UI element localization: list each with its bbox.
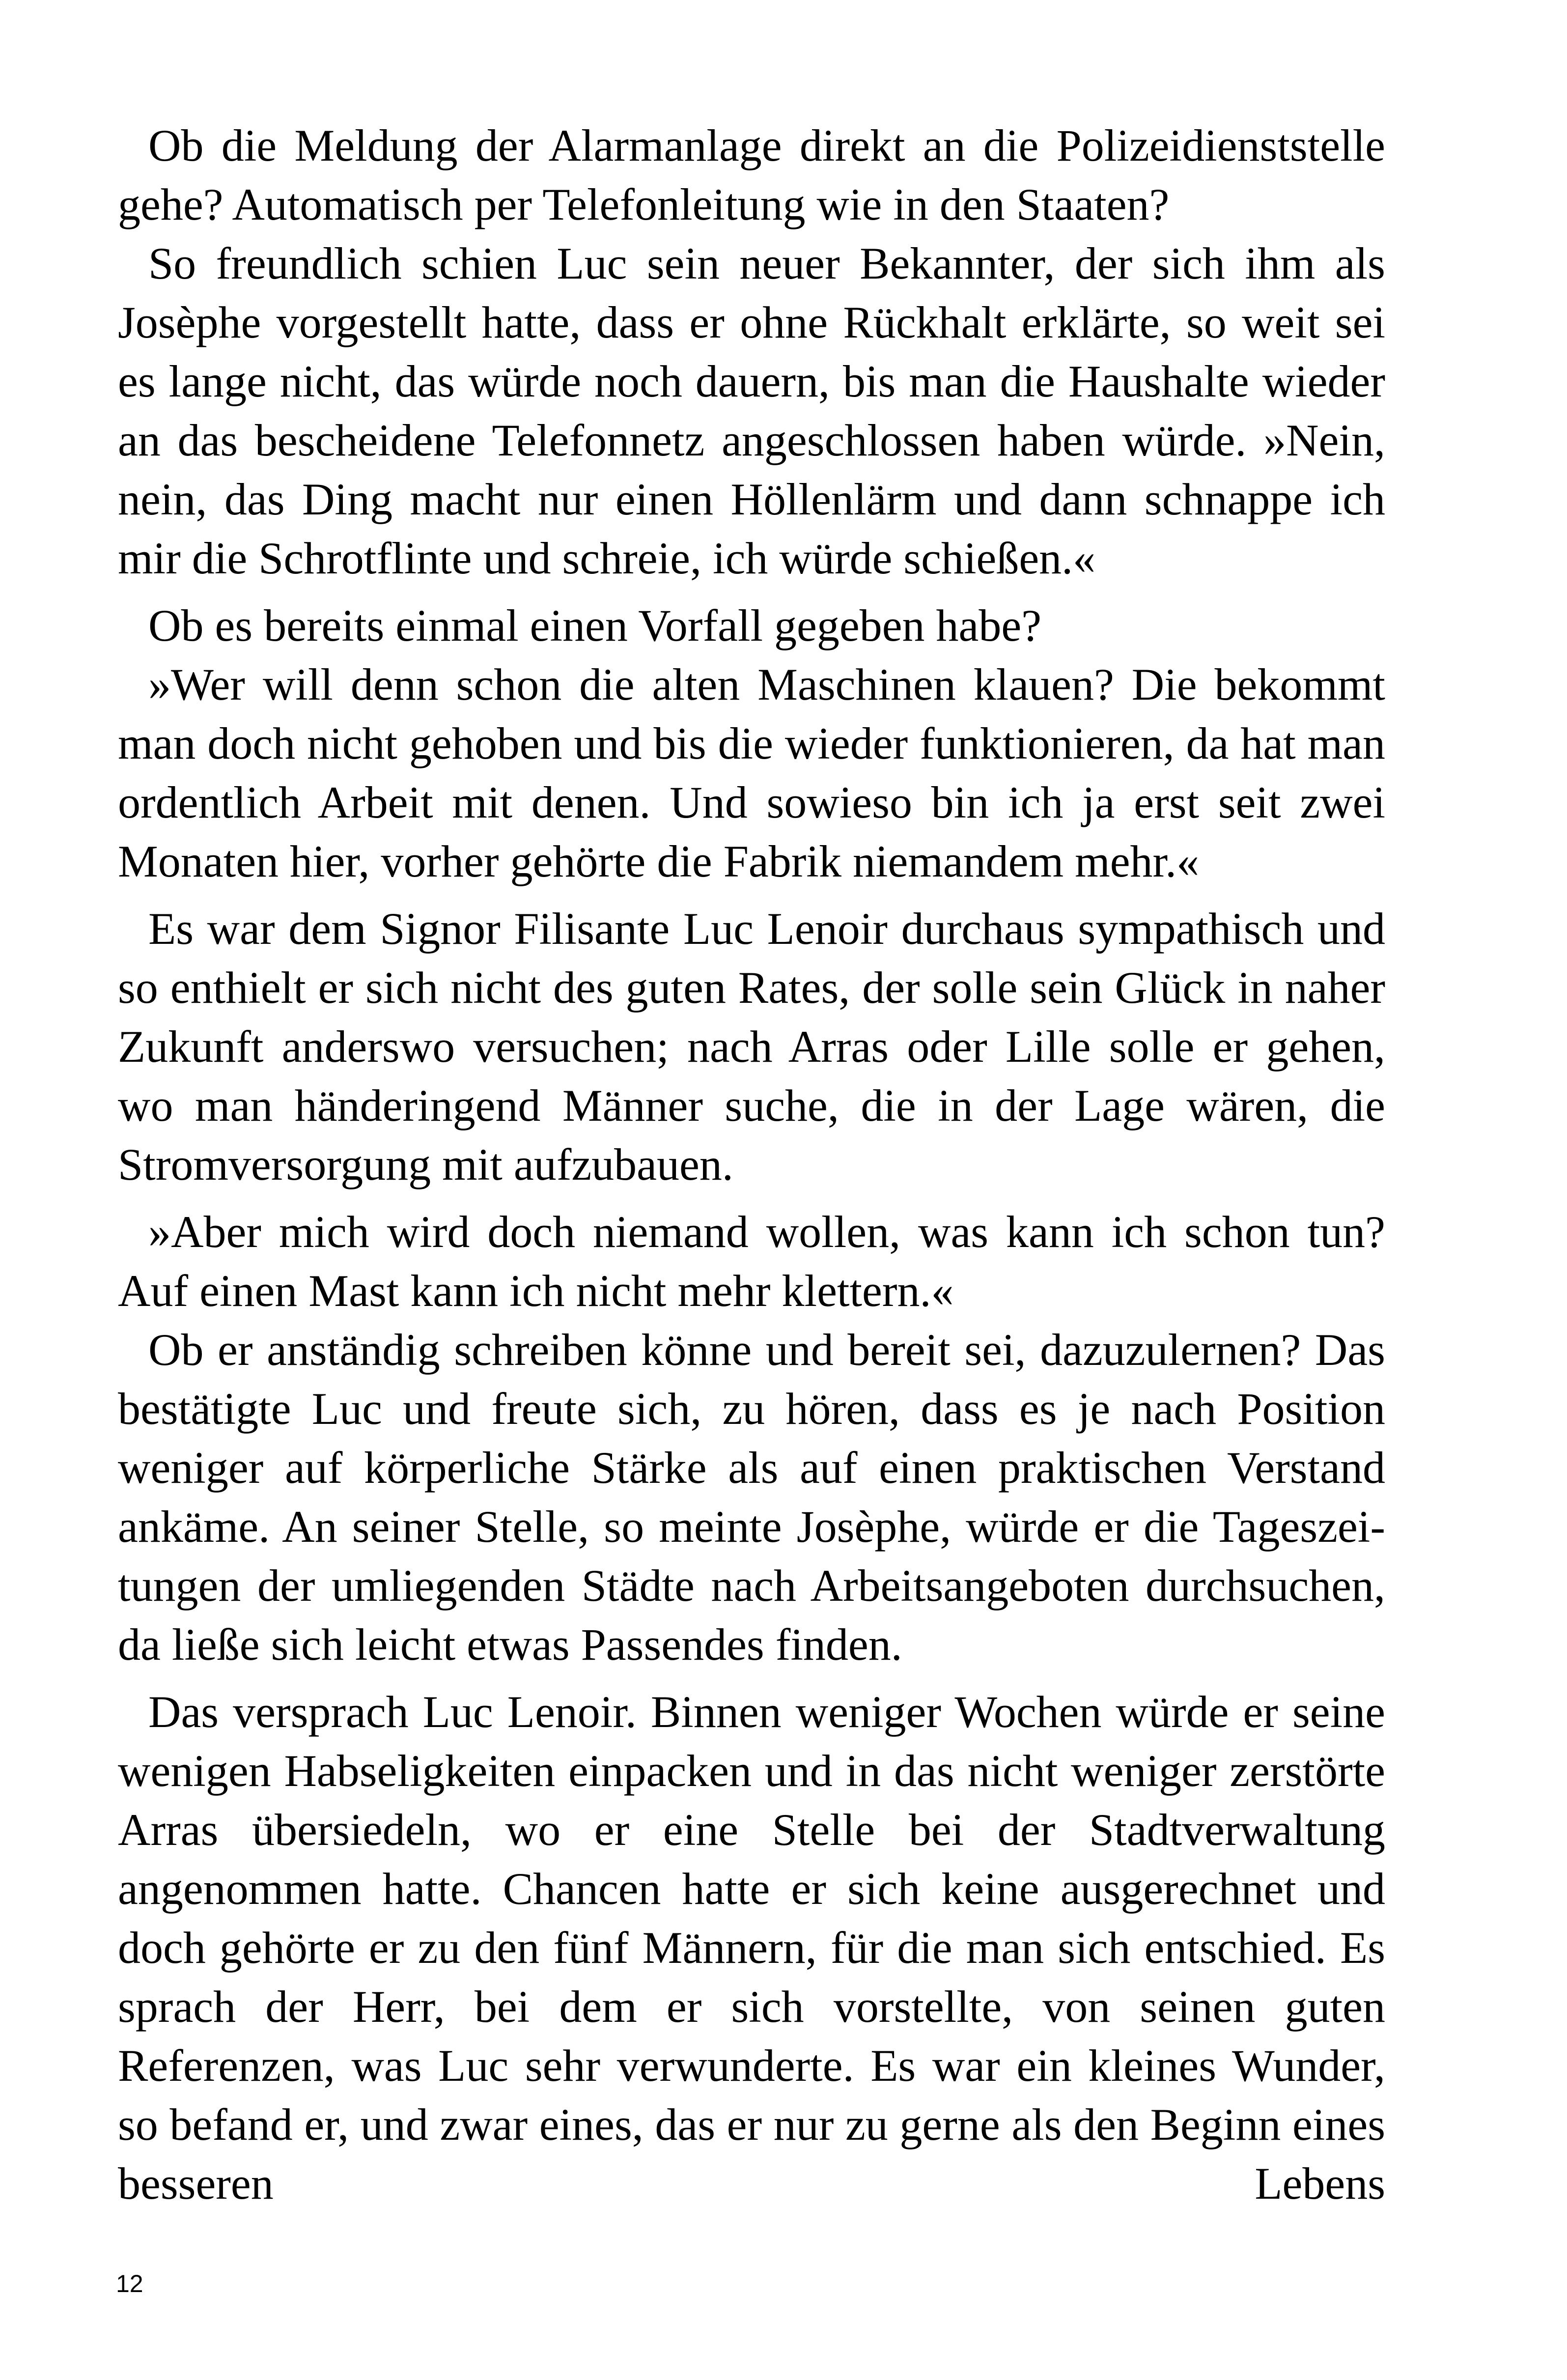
- paragraph: So freundlich schien Luc sein neuer Bekannter, der sich ihm als Josèphe vorgestellt hatte, dass er ohne Rückhalt erklärte, so weit sei es lange nicht, das würde noch dauern, bis man die Haushalte wieder an das bescheidene Telefonnetz angeschlossen haben würde. »Nein, nein, das Ding macht nur einen Höllenlärm und dann schnappe ich mir die Schrotflinte und schreie, ich würde schießen.«: [118, 238, 1385, 583]
- paragraph: Das versprach Luc Lenoir. Binnen weniger Wochen würde er seine wenigen Habseligkeiten einpacken und in das nicht weniger zerstörte Arras übersiedeln, wo er eine Stelle bei der Stadtverwaltung angenommen hatte. Chancen hatte er sich keine ausgerechnet und doch gehörte er zu den fünf Männern, für die man sich entschied. Es sprach der Herr, bei dem er sich vorstellte, von seinen guten Referenzen, was Luc sehr verwunderte. Es war ein kleines Wunder, so befand er, und zwar eines, das er nur zu gerne als den Beginn eines besseren Lebens: [118, 1687, 1385, 2209]
- paragraph: Ob er anständig schreiben könne und bereit sei, dazuzulernen? Das bestätigte Luc und freute sich, zu hören, dass es je nach Position weniger auf körperliche Stärke als auf einen praktischen Verstand ankäme. An seiner Stelle, so meinte Josèphe, würde er die Tageszeitungen der umliegenden Städte nach Arbeitsangeboten durchsuchen, da ließe sich leicht etwas Passendes finden.: [118, 1325, 1385, 1670]
- paragraph: Ob die Meldung der Alarmanlage direkt an die Polizeidienststelle gehe? Automatisch per Telefonleitung wie in den Staaten?: [118, 120, 1385, 229]
- page-number: 12: [116, 2270, 143, 2297]
- paragraph: »Aber mich wird doch niemand wollen, was kann ich schon tun? Auf einen Mast kann ich nicht mehr klettern.«: [118, 1207, 1385, 1316]
- paragraph: Ob es bereits einmal einen Vorfall gegeben habe?: [148, 600, 1042, 651]
- paragraph: Es war dem Signor Filisante Luc Lenoir durchaus sympathisch und so enthielt er sich nicht des guten Rates, der solle sein Glück in naher Zukunft anderswo versuchen; nach Arras oder Lille solle er gehen, wo man händeringend Männer suche, die in der Lage wären, die Stromversorgung mit aufzubauen.: [118, 904, 1385, 1190]
- body-text: [118, 116, 1385, 2213]
- paragraph: »Wer will denn schon die alten Maschinen klauen? Die bekommt man doch nicht gehoben und bis die wieder funktionieren, da hat man ordentlich Arbeit mit denen. Und sowieso bin ich ja erst seit zwei Monaten hier, vorher gehörte die Fabrik niemandem mehr.«: [118, 659, 1385, 886]
